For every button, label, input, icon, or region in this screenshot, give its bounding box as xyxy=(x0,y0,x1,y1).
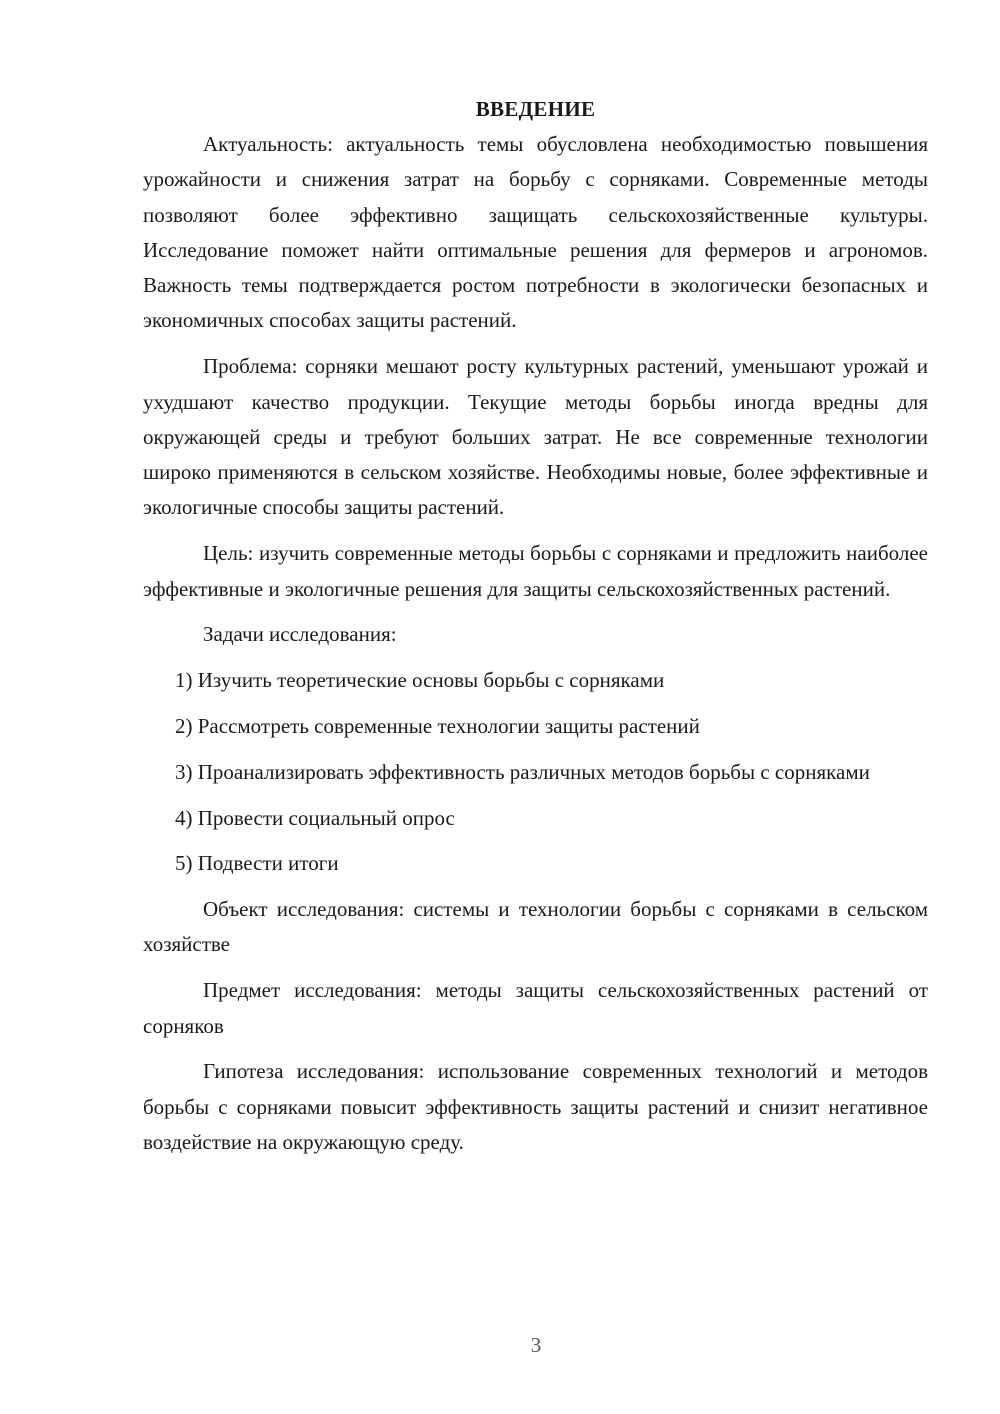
task-item: 1) Изучить теоретические основы борьбы с сорняками xyxy=(175,668,665,693)
goal-paragraph: Цель: изучить современные методы борьбы с сорняками и предложить наиболее эффективные и экологичные решения для защиты сельскохозяйственных растений. xyxy=(143,541,928,601)
page-number: 3 xyxy=(530,1333,542,1357)
task-item: 5) Подвести итоги xyxy=(175,851,339,876)
section-title: ВВЕДЕНИЕ xyxy=(475,97,596,121)
document-body xyxy=(143,92,928,1171)
problem-paragraph: Проблема: сорняки мешают росту культурных растений, уменьшают урожай и ухудшают качество продукции. Текущие методы борьбы иногда вредны для окружающей среды и требуют больших затрат. Не все современные технологии широко применяются в сельском хозяйстве. Необходимы новые, более эффективные и экологичные способы защиты растений. xyxy=(143,354,928,520)
relevance-paragraph: Актуальность: актуальность темы обусловлена необходимостью повышения урожайности и снижения затрат на борьбу с сорняками. Современные методы позволяют более эффективно защищать сельскохозяйственные культуры. Исследование поможет найти оптимальные решения для фермеров и агрономов. Важность темы подтверждается ростом потребности в экологически безопасных и экономичных способах защиты растений. xyxy=(143,132,928,333)
tasks-list xyxy=(143,663,928,881)
task-item: 2) Рассмотреть современные технологии защиты растений xyxy=(175,713,700,738)
object-paragraph: Объект исследования: системы и технологии борьбы с сорняками в сельском хозяйстве xyxy=(143,897,928,957)
hypothesis-paragraph: Гипотеза исследования: использование современных технологий и методов борьбы с сорняками повысит эффективность защиты растений и снизит негативное воздействие на окружающую среду. xyxy=(143,1059,928,1154)
subject-paragraph: Предмет исследования: методы защиты сельскохозяйственных растений от сорняков xyxy=(143,978,928,1038)
task-item: 4) Провести социальный опрос xyxy=(175,805,455,830)
tasks-heading: Задачи исследования: xyxy=(203,622,397,647)
task-item: 3) Проанализировать эффективность различных методов борьбы с сорняками xyxy=(175,759,870,784)
